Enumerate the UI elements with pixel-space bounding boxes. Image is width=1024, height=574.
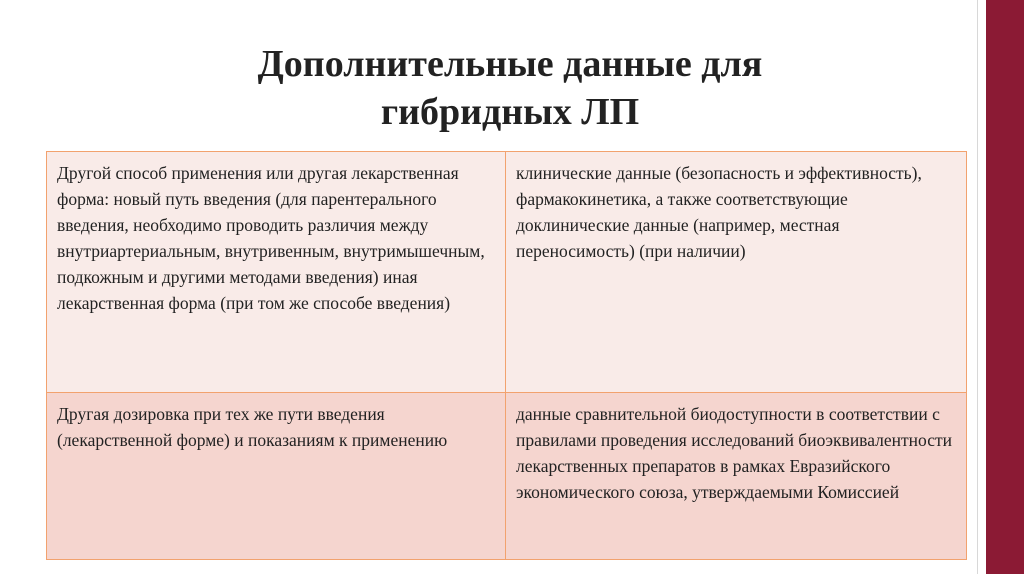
table-row xyxy=(47,393,967,560)
accent-side-bar xyxy=(986,0,1024,574)
slide-title-line-2: гибридных ЛП xyxy=(380,91,640,133)
table-cell-row-2-right: данные сравнительной биодоступности в соответствии с правилами проведения исследований биоэквивалентности лекарственных препаратов в рамках Евразийского экономического союза, утверждаемыми Комиссией xyxy=(506,393,967,560)
accent-divider-line xyxy=(977,0,978,574)
slide-title-line-1: Дополнительные данные для xyxy=(257,43,763,85)
comparison-table xyxy=(46,151,967,560)
table-row xyxy=(47,152,967,393)
table-cell-row-2-left: Другая дозировка при тех же пути введения (лекарственной форме) и показаниям к применению xyxy=(47,393,506,560)
table-cell-row-1-right: клинические данные (безопасность и эффективность), фармакокинетика, а также соответствующие доклинические данные (например, местная переносимость) (при наличии) xyxy=(506,152,967,393)
slide-title xyxy=(140,40,880,136)
table-cell-row-1-left: Другой способ применения или другая лекарственная форма: новый путь введения (для парентерального введения, необходимо проводить различия между внутриартериальным, внутривенным, внутримышечным, подкожным и другими методами введения) иная лекарственная форма (при том же способе введения) xyxy=(47,152,506,393)
